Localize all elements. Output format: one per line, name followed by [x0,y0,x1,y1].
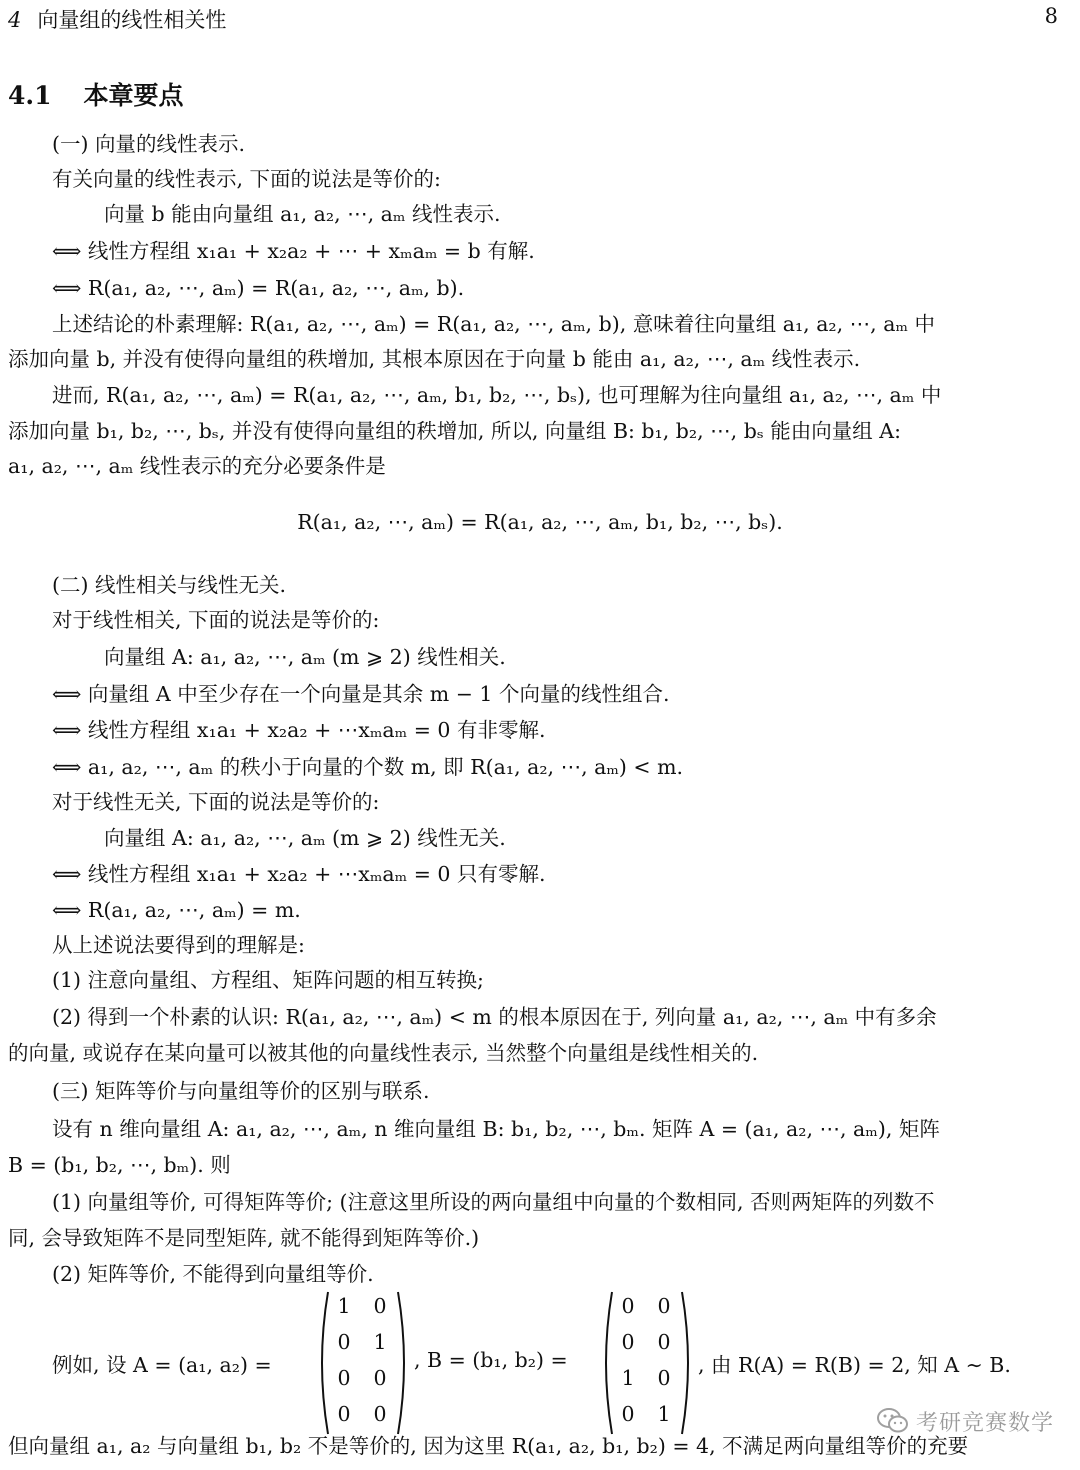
paragraph-line: 有关向量的线性表示, 下面的说法是等价的: [52,167,441,191]
paragraph-line: (1) 注意向量组、方程组、矩阵问题的相互转换; [52,968,484,992]
display-equation: R(a₁, a₂, ⋯, aₘ) = R(a₁, a₂, ⋯, aₘ, b₁, b₂, ⋯, bₛ). [297,510,783,534]
paragraph-line: (2) 矩阵等价, 不能得到向量组等价. [52,1262,374,1286]
paragraph-line: (二) 线性相关与线性无关. [52,573,287,597]
paragraph-line: 进而, R(a₁, a₂, ⋯, aₘ) = R(a₁, a₂, ⋯, aₘ, b₁, b₂, ⋯, bₛ), 也可理解为往向量组 a₁, a₂, ⋯, aₘ 中 [52,383,942,407]
matrix-b-cell: 1 [621,1366,635,1390]
paragraph-line: ⟺ 向量组 A 中至少存在一个向量是其余 m − 1 个向量的线性组合. [52,682,670,706]
section-heading [8,76,184,112]
paragraph-line: 向量组 A: a₁, a₂, ⋯, aₘ (m ⩾ 2) 线性无关. [104,826,506,850]
paragraph-line: 上述结论的朴素理解: R(a₁, a₂, ⋯, aₘ) = R(a₁, a₂, ⋯, aₘ, b), 意味着往向量组 a₁, a₂, ⋯, aₘ 中 [52,312,936,336]
paragraph-line: ⟺ 线性方程组 x₁a₁ + x₂a₂ + ⋯xₘaₘ = 0 有非零解. [52,718,546,742]
matrix-a-cell: 0 [373,1366,387,1390]
paragraph-line: 添加向量 b, 并没有使得向量组的秩增加, 其根本原因在于向量 b 能由 a₁, a₂, ⋯, aₘ 线性表示. [8,347,861,371]
paragraph-line: 设有 n 维向量组 A: a₁, a₂, ⋯, aₘ, n 维向量组 B: b₁, b₂, ⋯, bₘ. 矩阵 A = (a₁, a₂, ⋯, aₘ), 矩阵 [52,1117,940,1141]
example-lead: 例如, 设 A = (a₁, a₂) = [52,1353,272,1377]
chapter-title: 向量组的线性相关性 [37,8,227,32]
example-tail: , 由 R(A) = R(B) = 2, 知 A ∼ B. [698,1353,1011,1377]
paragraph-line: (一) 向量的线性表示. [52,132,246,156]
section-title: 本章要点 [83,81,184,110]
matrix-b-parentheses [598,1290,696,1436]
paragraph-line: B = (b₁, b₂, ⋯, bₘ). 则 [8,1153,231,1177]
paragraph-line: (2) 得到一个朴素的认识: R(a₁, a₂, ⋯, aₘ) < m 的根本原因在于, 列向量 a₁, a₂, ⋯, aₘ 中有多余 [52,1005,937,1029]
paragraph-line: 添加向量 b₁, b₂, ⋯, bₛ, 并没有使得向量组的秩增加, 所以, 向量组 B: b₁, b₂, ⋯, bₛ 能由向量组 A: [8,419,901,443]
paragraph-line: ⟺ a₁, a₂, ⋯, aₘ 的秩小于向量的个数 m, 即 R(a₁, a₂, ⋯, aₘ) < m. [52,755,684,779]
watermark [876,1406,1054,1441]
matrix-b-cell: 0 [657,1366,671,1390]
matrix-a-cell: 0 [337,1330,351,1354]
paragraph-line: 对于线性相关, 下面的说法是等价的: [52,608,380,632]
matrix-b-cell: 0 [621,1402,635,1426]
paragraph-line: 向量 b 能由向量组 a₁, a₂, ⋯, aₘ 线性表示. [104,202,501,226]
matrix-a-cell: 0 [337,1366,351,1390]
matrix-a-parentheses [314,1290,412,1436]
matrix-a-cell: 0 [337,1402,351,1426]
paragraph-line: ⟺ R(a₁, a₂, ⋯, aₘ) = R(a₁, a₂, ⋯, aₘ, b). [52,276,465,300]
paragraph-line: 对于线性无关, 下面的说法是等价的: [52,790,380,814]
paragraph-line: 的向量, 或说存在某向量可以被其他的向量线性表示, 当然整个向量组是线性相关的. [8,1041,759,1065]
running-header [8,4,226,34]
paragraph-line: ⟺ R(a₁, a₂, ⋯, aₘ) = m. [52,898,301,922]
matrix-a [314,1290,412,1436]
matrix-b-cell: 0 [657,1294,671,1318]
paragraph-line: ⟺ 线性方程组 x₁a₁ + x₂a₂ + ⋯ + xₘaₘ = b 有解. [52,239,535,263]
matrix-b-cell: 0 [657,1330,671,1354]
chapter-number: 4 [8,8,22,32]
paragraph-line: a₁, a₂, ⋯, aₘ 线性表示的充分必要条件是 [8,454,386,478]
paragraph-line: 向量组 A: a₁, a₂, ⋯, aₘ (m ⩾ 2) 线性相关. [104,645,506,669]
section-number: 4.1 [8,81,52,110]
paragraph-line: (1) 向量组等价, 可得矩阵等价; (注意这里所设的两向量组中向量的个数相同, 否则两矩阵的列数不 [52,1190,935,1214]
matrix-b-cell: 0 [621,1294,635,1318]
paragraph-line: 但向量组 a₁, a₂ 与向量组 b₁, b₂ 不是等价的, 因为这里 R(a₁, a₂, b₁, b₂) = 4, 不满足两向量组等价的充要 [8,1434,969,1458]
page-number: 8 [1044,4,1058,28]
paragraph-line: 从上述说法要得到的理解是: [52,933,305,957]
matrix-a-cell: 0 [373,1402,387,1426]
matrix-a-cell: 0 [373,1294,387,1318]
matrix-a-cell: 1 [337,1294,351,1318]
paragraph-line: 同, 会导致矩阵不是同型矩阵, 就不能得到矩阵等价.) [8,1226,480,1250]
matrix-b-cell: 1 [657,1402,671,1426]
matrix-b [598,1290,696,1436]
matrix-b-cell: 0 [621,1330,635,1354]
watermark-text: 考研竞赛数学 [915,1411,1054,1436]
matrix-a-cell: 1 [373,1330,387,1354]
example-mid: , B = (b₁, b₂) = [414,1348,568,1372]
paragraph-line: (三) 矩阵等价与向量组等价的区别与联系. [52,1079,430,1103]
wechat-icon [876,1407,910,1441]
paragraph-line: ⟺ 线性方程组 x₁a₁ + x₂a₂ + ⋯xₘaₘ = 0 只有零解. [52,862,546,886]
